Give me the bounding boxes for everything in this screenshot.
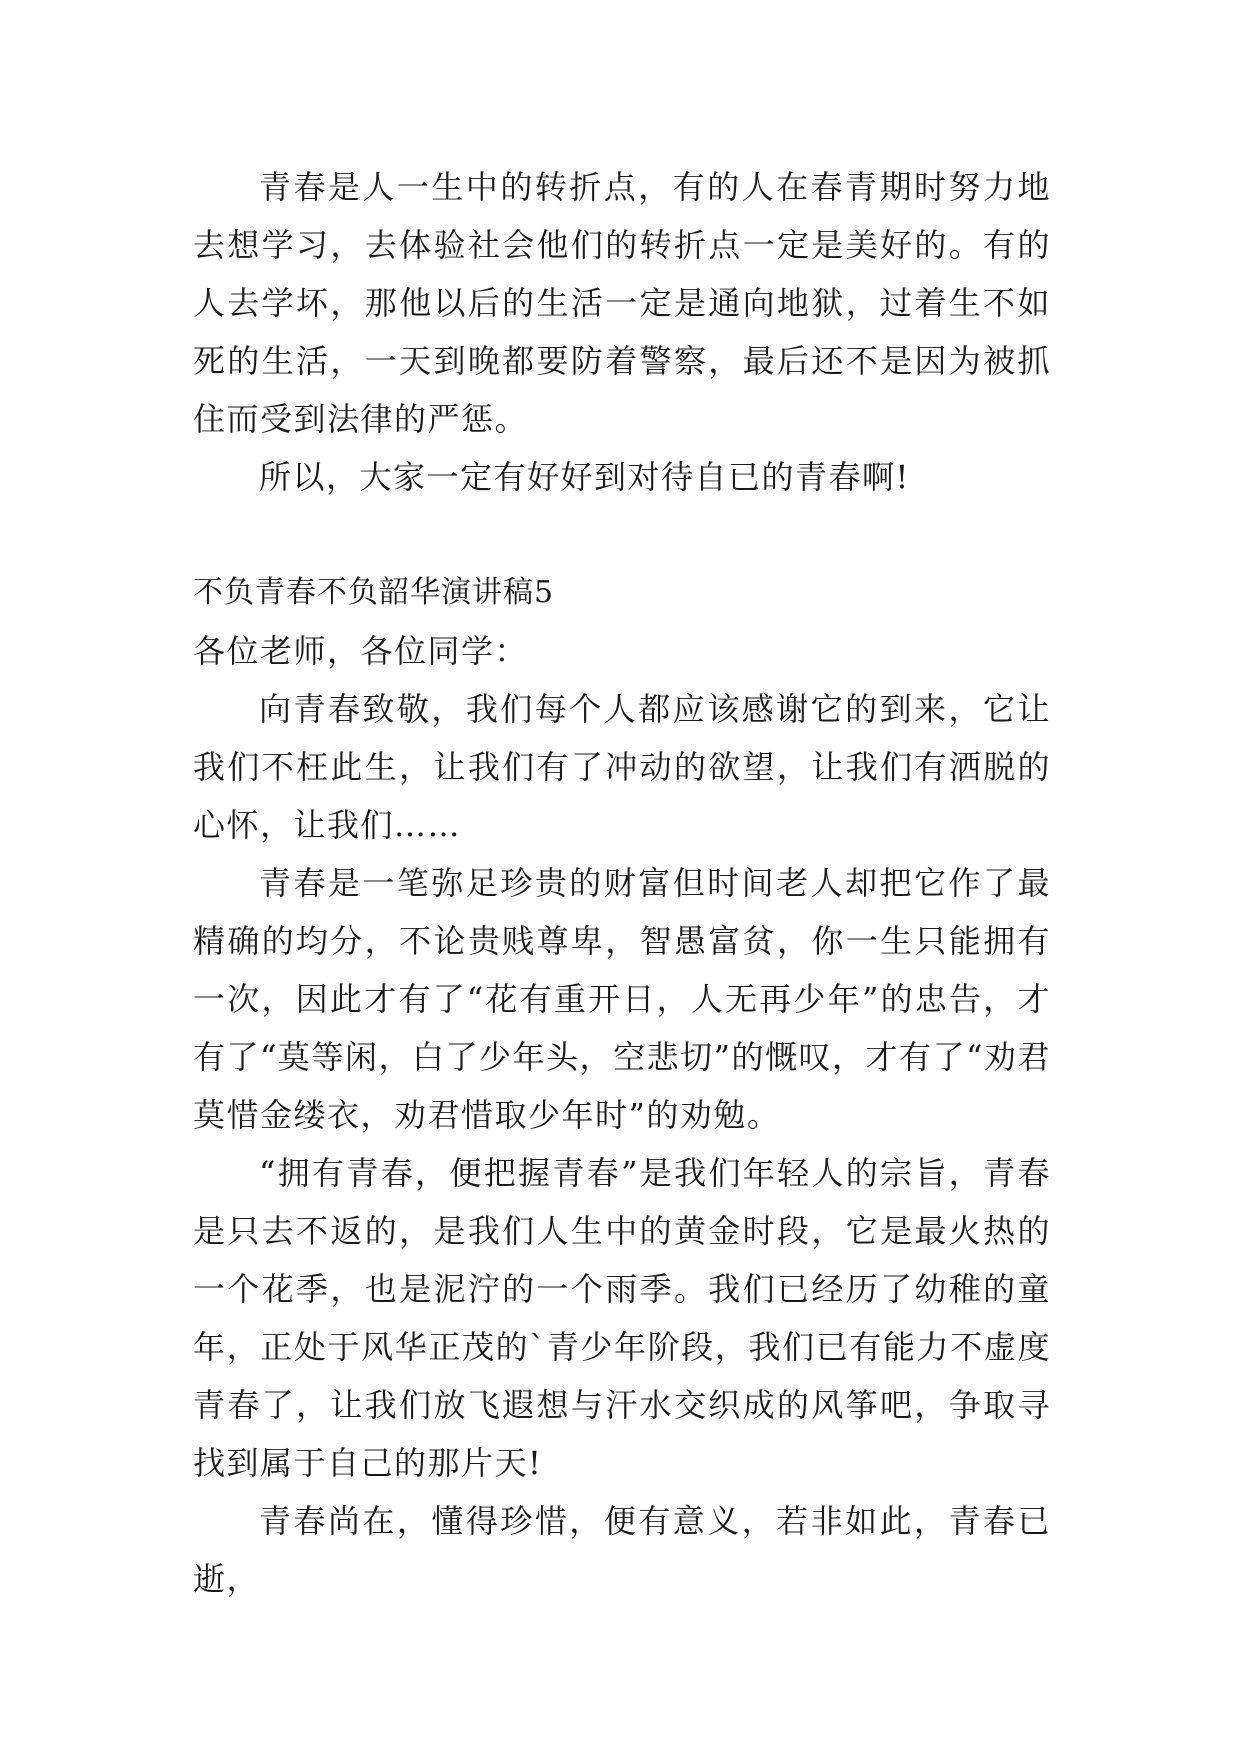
paragraph: 青春是一笔弥足珍贵的财富但时间老人却把它作了最精确的均分，不论贵贱尊卑，智愚富贫，你一生只能拥有一次，因此才有了“花有重开日，人无再少年”的忠告，才有了“莫等闲，白了少年头，空悲切”的慨叹，才有了“劝君莫惜金缕衣，劝君惜取少年时”的劝勉。 (193, 864, 1051, 1134)
paragraph: “拥有青春，便把握青春”是我们年轻人的宗旨，青春是只去不返的，是我们人生中的黄金时段，它是最火热的一个花季，也是泥泞的一个雨季。我们已经历了幼稚的童年，正处于风华正茂的`青少年阶段，我们已有能力不虚度青春了，让我们放飞遐想与汗水交织成的风筝吧，争取寻找到属于自己的那片天! (193, 1154, 1051, 1482)
paragraph: 所以，大家一定有好好到对待自已的青春啊! (259, 458, 910, 496)
paragraph: 向青春致敬，我们每个人都应该感谢它的到来，它让我们不枉此生，让我们有了冲动的欲望，让我们有洒脱的心怀，让我们…… (193, 690, 1051, 844)
paragraph: 青春是人一生中的转折点，有的人在春青期时努力地去想学习，去体验社会他们的转折点一定是美好的。有的人去学坏，那他以后的生活一定是通向地狱，过着生不如死的生活，一天到晚都要防着警察，最后还不是因为被抓住而受到法律的严惩。 (193, 168, 1051, 438)
document-body (193, 158, 1051, 1608)
section-title: 不负青春不负韶华演讲稿5 (193, 575, 555, 610)
paragraph: 青春尚在，懂得珍惜，便有意义，若非如此，青春已逝， (193, 1502, 1051, 1598)
section-spacer (193, 506, 1051, 564)
greeting: 各位老师，各位同学： (193, 632, 529, 670)
